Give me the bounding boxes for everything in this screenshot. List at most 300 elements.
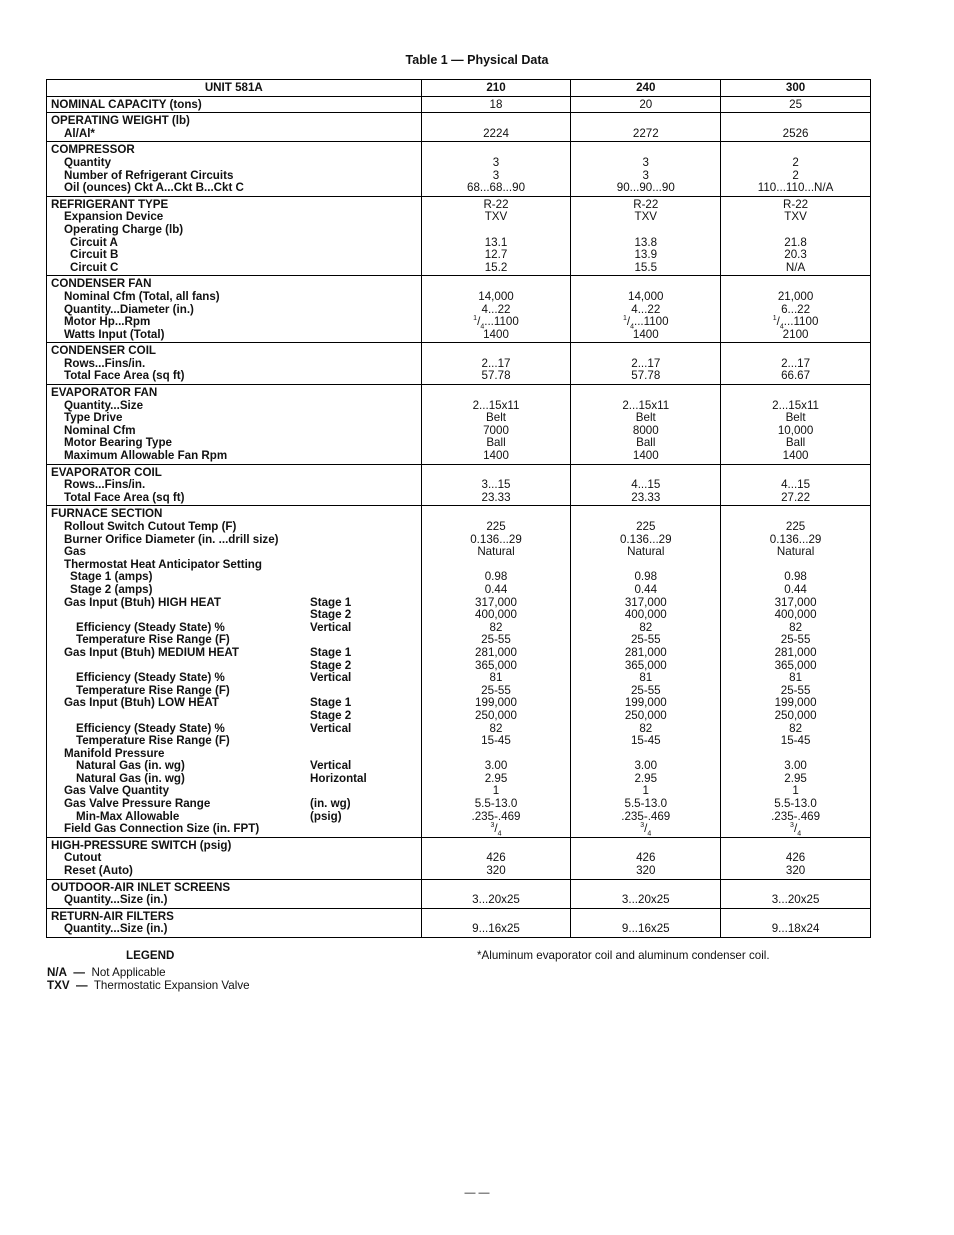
row-label <box>51 534 417 547</box>
label-text: Burner Orifice Diameter (in. ...drill size) <box>64 532 279 546</box>
row-label <box>51 672 417 685</box>
label-qualifier: Stage 2 <box>310 608 352 622</box>
cell-value: 2224 <box>483 126 509 140</box>
label-text: Quantity...Size <box>64 398 144 412</box>
row-label <box>51 450 417 463</box>
label-qualifier: Stage 2 <box>310 658 352 672</box>
value-cell-300 <box>721 276 871 343</box>
row-label <box>51 923 417 936</box>
header-col-300: 300 <box>721 80 871 97</box>
label-text: Gas Input (Btuh) LOW HEAT <box>64 696 219 710</box>
label-text: Nominal Cfm <box>64 423 136 437</box>
cell-value: 3 <box>492 168 500 182</box>
label-text: Oil (ounces) Ckt A...Ckt B...Ckt C <box>64 181 244 195</box>
cell-value: 15-45 <box>780 734 811 748</box>
cell-value: 250,000 <box>475 708 517 722</box>
row-label <box>51 492 417 505</box>
table-row <box>47 96 871 113</box>
label-qualifier: Stage 1 <box>310 595 352 609</box>
table-row <box>47 113 871 142</box>
label-text: Stage 2 (amps) <box>70 582 153 596</box>
label-text: Gas Valve Pressure Range <box>64 797 211 811</box>
row-label <box>51 894 417 907</box>
label-text: Type Drive <box>64 411 123 425</box>
row-label <box>51 697 417 710</box>
value-cell-300 <box>721 908 871 937</box>
value-cell-210 <box>421 343 571 385</box>
value-cell-240 <box>571 837 721 879</box>
value-cell-240 <box>571 343 721 385</box>
cell-value: 199,000 <box>475 696 517 710</box>
section-heading <box>51 387 417 400</box>
row-label-cell <box>47 343 422 385</box>
cell-value <box>725 115 866 128</box>
cell-value: 1400 <box>483 449 509 463</box>
label-text: Maximum Allowable Fan Rpm <box>64 449 228 463</box>
value-cell-300 <box>721 96 871 113</box>
label-text: NOMINAL CAPACITY (tons) <box>51 97 202 111</box>
label-text: Efficiency (Steady State) % <box>76 671 225 685</box>
row-label <box>51 370 417 383</box>
table-row <box>47 908 871 937</box>
cell-value: 10,000 <box>777 423 814 437</box>
row-label-cell <box>47 837 422 879</box>
label-text: Circuit C <box>70 260 119 274</box>
label-text: Circuit A <box>70 235 118 249</box>
header-col-240: 240 <box>571 80 721 97</box>
cell-value: $^3/_4$ <box>640 822 652 838</box>
cell-value: 15-45 <box>481 734 511 748</box>
value-cell-240 <box>571 879 721 908</box>
cell-value: 14,000 <box>628 289 664 303</box>
cell-value: 3 <box>642 168 649 182</box>
legend-dash: — <box>76 979 88 992</box>
cell-value: 1 <box>492 784 500 798</box>
cell-value: 3...15 <box>481 478 511 492</box>
cell-value: Ball <box>486 436 506 450</box>
value-cell-300 <box>721 343 871 385</box>
cell-value: $^1/_4...1100$ <box>772 315 819 331</box>
cell-value: 0.98 <box>484 570 508 584</box>
cell-value: Belt <box>785 411 806 425</box>
cell-value: 8000 <box>632 423 659 437</box>
cell-value <box>725 387 866 400</box>
label-text: Watts Input (Total) <box>64 327 165 341</box>
label-qualifier: Stage 1 <box>310 645 352 659</box>
table-title: Table 1 — Physical Data <box>405 53 549 67</box>
cell-value: 1400 <box>632 327 659 341</box>
label-qualifier: Vertical <box>310 620 352 634</box>
value-cell-240 <box>571 96 721 113</box>
cell-value: 365,000 <box>475 658 517 672</box>
label-qualifier: Stage 1 <box>310 696 352 710</box>
value-cell-210 <box>421 96 571 113</box>
value-cell-210 <box>421 908 571 937</box>
cell-value: 250,000 <box>624 708 667 722</box>
cell-value: 25-55 <box>481 683 511 697</box>
label-text: HIGH-PRESSURE SWITCH (psig) <box>51 838 232 852</box>
cell-value: 225 <box>486 520 506 533</box>
cell-value: 199,000 <box>624 696 667 710</box>
cell-value: R-22 <box>633 197 659 211</box>
label-text: Gas Input (Btuh) HIGH HEAT <box>64 595 221 609</box>
label-text: Number of Refrigerant Circuits <box>64 168 234 182</box>
row-label <box>51 865 417 878</box>
legend-item <box>47 979 250 992</box>
label-text: RETURN-AIR FILTERS <box>51 909 174 923</box>
label-text: Cutout <box>64 851 102 865</box>
value-cell-210 <box>421 142 571 196</box>
cell-value: 57.78 <box>631 369 661 383</box>
label-text <box>51 710 64 723</box>
row-label <box>51 597 417 610</box>
label-text: FURNACE SECTION <box>51 507 163 521</box>
cell-value: 21.8 <box>784 235 807 249</box>
cell-value: $^3/_4$ <box>490 822 502 838</box>
row-label <box>51 249 417 262</box>
value-cell-240 <box>571 506 721 837</box>
value-cell-300 <box>721 196 871 276</box>
cell-value: 20 <box>639 97 653 111</box>
label-text: COMPRESSOR <box>51 143 135 157</box>
cell-value: 281,000 <box>624 645 667 659</box>
cell-value: 25 <box>789 97 803 111</box>
value-cell-210 <box>421 464 571 506</box>
label-text: REFRIGERANT TYPE <box>51 197 169 211</box>
cell-value: 400,000 <box>475 608 517 622</box>
row-label-cell <box>47 879 422 908</box>
cell-value: 9...16x25 <box>621 922 670 936</box>
label-text: CONDENSER FAN <box>51 277 152 291</box>
cell-value: 25-55 <box>780 633 811 647</box>
cell-value: 0.136...29 <box>619 532 672 546</box>
row-label <box>51 735 417 748</box>
cell-value: 81 <box>489 671 503 685</box>
cell-value: R-22 <box>483 197 509 211</box>
value-cell-300 <box>721 113 871 142</box>
value-cell-300 <box>721 464 871 506</box>
label-text: EVAPORATOR COIL <box>51 465 162 479</box>
cell-value <box>426 345 567 358</box>
cell-value: Ball <box>785 436 806 450</box>
label-text: Field Gas Connection Size (in. FPT) <box>64 822 260 836</box>
cell-value <box>426 224 567 237</box>
legend-dash: — <box>73 966 86 979</box>
cell-value: .235-.469 <box>771 809 821 823</box>
cell-value: 320 <box>785 864 806 878</box>
label-text: Temperature Rise Range (F) <box>76 734 230 748</box>
value-cell-240 <box>571 464 721 506</box>
cell-value: 2526 <box>782 126 809 140</box>
row-label <box>51 182 417 195</box>
cell-value <box>725 224 866 237</box>
legend-desc: Not Applicable <box>91 966 166 979</box>
label-text: Reset (Auto) <box>64 864 133 878</box>
cell-value: 365,000 <box>774 658 817 672</box>
cell-value: 81 <box>639 671 653 685</box>
label-text: Al/Al* <box>64 126 95 140</box>
label-text: Circuit B <box>70 248 119 262</box>
cell-value: 82 <box>789 721 803 735</box>
cell-value: Natural <box>776 545 815 559</box>
row-label-cell <box>47 385 422 465</box>
row-label <box>51 760 417 773</box>
cell-value: 0.98 <box>634 570 658 584</box>
cell-value: 25-55 <box>630 683 661 697</box>
value-cell-240 <box>571 113 721 142</box>
cell-value: 20.3 <box>784 248 807 262</box>
cell-value: $^1/_4...1100$ <box>473 315 519 331</box>
cell-value: 13.8 <box>634 235 658 249</box>
value-cell-210 <box>421 506 571 837</box>
cell-value: 4...15 <box>631 478 661 492</box>
label-text: Temperature Rise Range (F) <box>76 683 230 697</box>
cell-value: 317,000 <box>774 595 817 609</box>
cell-value: R-22 <box>783 197 809 211</box>
label-text: Quantity...Size (in.) <box>64 893 168 907</box>
cell-value: 4...22 <box>631 302 661 316</box>
row-label-cell <box>47 96 422 113</box>
cell-value: 199,000 <box>774 696 817 710</box>
cell-value: 365,000 <box>624 658 667 672</box>
cell-value: 90...90...90 <box>616 181 675 195</box>
cell-value: 27.22 <box>781 490 811 504</box>
cell-value: TXV <box>784 210 807 224</box>
cell-value: 5.5-13.0 <box>474 797 518 811</box>
label-text: Stage 1 (amps) <box>70 570 153 584</box>
cell-value: 0.44 <box>484 582 508 596</box>
cell-value: 3 <box>642 155 649 169</box>
cell-value: 1400 <box>632 449 659 463</box>
cell-value: 0.44 <box>634 582 658 596</box>
table-row <box>47 196 871 276</box>
value-cell-210 <box>421 385 571 465</box>
row-label <box>51 262 417 275</box>
label-text: Quantity...Size (in.) <box>64 922 168 936</box>
cell-value: 320 <box>486 864 506 878</box>
value-cell-300 <box>721 837 871 879</box>
label-text: Expansion Device <box>64 210 164 224</box>
cell-value: 13.1 <box>484 235 508 249</box>
label-text: Nominal Cfm (Total, all fans) <box>64 289 220 303</box>
label-text <box>51 660 64 673</box>
cell-value: 15.2 <box>484 260 508 274</box>
cell-value: 82 <box>639 721 653 735</box>
cell-value: 2...17 <box>481 356 511 370</box>
cell-value: 25-55 <box>630 633 661 647</box>
section-heading <box>51 115 417 128</box>
row-label <box>51 412 417 425</box>
cell-value: 82 <box>789 620 803 634</box>
cell-value <box>426 115 567 128</box>
cell-value: $^3/_4$ <box>790 822 802 838</box>
value-cell-210 <box>421 879 571 908</box>
cell-value: 281,000 <box>774 645 817 659</box>
value-cell-300 <box>721 142 871 196</box>
value-cell-210 <box>421 113 571 142</box>
row-label <box>51 798 417 811</box>
cell-value <box>575 387 716 400</box>
cell-value: 110...110...N/A <box>757 181 834 195</box>
cell-value <box>426 387 567 400</box>
label-text: Total Face Area (sq ft) <box>64 490 185 504</box>
cell-value: Belt <box>486 411 506 425</box>
row-label <box>51 291 417 304</box>
row-label <box>51 157 417 170</box>
label-text: OPERATING WEIGHT (lb) <box>51 114 190 128</box>
cell-value: 25-55 <box>780 683 811 697</box>
legend-item <box>47 966 166 979</box>
cell-value: 5.5-13.0 <box>624 797 668 811</box>
cell-value: 320 <box>636 864 656 878</box>
value-cell-300 <box>721 506 871 837</box>
table-row <box>47 506 871 837</box>
cell-value: 57.78 <box>481 369 511 383</box>
label-text: Total Face Area (sq ft) <box>64 369 185 383</box>
cell-value: 3...20x25 <box>472 893 520 907</box>
value-cell-240 <box>571 276 721 343</box>
cell-value: 66.67 <box>781 369 811 383</box>
label-text: Motor Bearing Type <box>64 436 173 450</box>
value-cell-210 <box>421 276 571 343</box>
cell-value: 15.5 <box>634 260 658 274</box>
legend-abbr: TXV <box>47 979 70 992</box>
legend-title: LEGEND <box>126 949 175 962</box>
cell-value: 2 <box>792 155 799 169</box>
row-label <box>51 479 417 492</box>
row-label <box>51 584 417 597</box>
cell-value: 81 <box>789 671 803 685</box>
label-text: OUTDOOR-AIR INLET SCREENS <box>51 880 231 894</box>
cell-value: 9...18x24 <box>771 922 820 936</box>
cell-value: 3.00 <box>634 759 658 773</box>
label-text: Gas Valve Quantity <box>64 784 170 798</box>
cell-value: 82 <box>489 620 503 634</box>
legend-desc: Thermostatic Expansion Valve <box>93 979 250 992</box>
cell-value: 2...17 <box>781 356 811 370</box>
header-col-210: 210 <box>421 80 571 97</box>
cell-value: 7000 <box>483 423 509 437</box>
cell-value: 2.95 <box>634 771 658 785</box>
row-label <box>51 316 417 329</box>
value-cell-210 <box>421 196 571 276</box>
label-text <box>51 609 64 622</box>
label-text: Motor Hp...Rpm <box>64 315 151 329</box>
label-text: Temperature Rise Range (F) <box>76 633 230 647</box>
cell-value: 281,000 <box>475 645 517 659</box>
cell-value: 25-55 <box>481 633 511 647</box>
value-cell-240 <box>571 385 721 465</box>
row-label <box>51 224 417 237</box>
label-text: Quantity <box>64 155 112 169</box>
label-text: Rows...Fins/in. <box>64 356 146 370</box>
row-label <box>51 521 417 534</box>
cell-value: 2...15x11 <box>472 398 520 412</box>
row-label-cell <box>47 506 422 837</box>
section-heading <box>51 840 417 853</box>
cell-value <box>575 345 716 358</box>
cell-value: Belt <box>635 411 656 425</box>
cell-value: 2 <box>792 168 799 182</box>
cell-value: 3.00 <box>484 759 508 773</box>
label-text: Operating Charge (lb) <box>64 222 184 236</box>
value-cell-300 <box>721 385 871 465</box>
row-label <box>51 546 417 559</box>
cell-value: 4...15 <box>781 478 811 492</box>
table-row <box>47 879 871 908</box>
row-label <box>51 329 417 342</box>
label-text: Natural Gas (in. wg) <box>76 771 185 785</box>
label-text: Rollout Switch Cutout Temp (F) <box>64 520 237 533</box>
cell-value: TXV <box>634 210 658 224</box>
table-row <box>47 464 871 506</box>
cell-value: 400,000 <box>624 608 667 622</box>
cell-value: 2100 <box>782 327 809 341</box>
cell-value: 4...22 <box>481 302 511 316</box>
cell-value: 2...15x11 <box>622 398 670 412</box>
cell-value: 3.00 <box>784 759 807 773</box>
label-qualifier: (in. wg) <box>310 797 351 811</box>
cell-value: 2.95 <box>484 771 508 785</box>
cell-value: 225 <box>785 520 806 533</box>
section-heading <box>51 345 417 358</box>
cell-value: .235-.469 <box>621 809 671 823</box>
cell-value: 82 <box>639 620 653 634</box>
legend-abbr: N/A <box>47 966 67 979</box>
cell-value: 3 <box>492 155 500 169</box>
value-cell-240 <box>571 196 721 276</box>
cell-value: 3...20x25 <box>771 893 820 907</box>
cell-value: 12.7 <box>484 248 508 262</box>
label-qualifier: Stage 2 <box>310 708 352 722</box>
row-label-cell <box>47 908 422 937</box>
page-number: — — <box>464 1187 490 1199</box>
cell-value: 2272 <box>632 126 659 140</box>
label-qualifier: Vertical <box>310 671 352 685</box>
cell-value: 2...15x11 <box>772 398 819 412</box>
cell-value: 23.33 <box>631 490 661 504</box>
row-label <box>51 823 417 836</box>
cell-value: 6...22 <box>781 302 811 316</box>
label-qualifier: (psig) <box>310 809 342 823</box>
cell-value: 13.9 <box>634 248 658 262</box>
value-cell-300 <box>721 879 871 908</box>
cell-value <box>725 345 866 358</box>
cell-value: 23.33 <box>481 490 511 504</box>
cell-value: 0.98 <box>784 570 807 584</box>
cell-value: 68...68...90 <box>467 181 526 195</box>
cell-value: 15-45 <box>630 734 661 748</box>
cell-value: 2.95 <box>784 771 807 785</box>
cell-value: 426 <box>785 851 806 865</box>
header-unit: UNIT 581A <box>47 80 422 97</box>
label-text: Gas <box>64 545 86 559</box>
cell-value: 9...16x25 <box>472 922 520 936</box>
label-qualifier: Vertical <box>310 721 352 735</box>
row-label-cell <box>47 113 422 142</box>
row-label-cell <box>47 464 422 506</box>
cell-value: 21,000 <box>777 289 814 303</box>
value-cell-210 <box>421 837 571 879</box>
cell-value: 250,000 <box>774 708 817 722</box>
cell-value: 0.136...29 <box>470 532 522 546</box>
label-text: Thermostat Heat Anticipator Setting <box>64 557 262 571</box>
cell-value: 1400 <box>483 327 509 341</box>
cell-value: Ball <box>636 436 656 450</box>
row-label-cell <box>47 142 422 196</box>
physical-data-table <box>46 79 871 938</box>
cell-value: TXV <box>484 210 508 224</box>
